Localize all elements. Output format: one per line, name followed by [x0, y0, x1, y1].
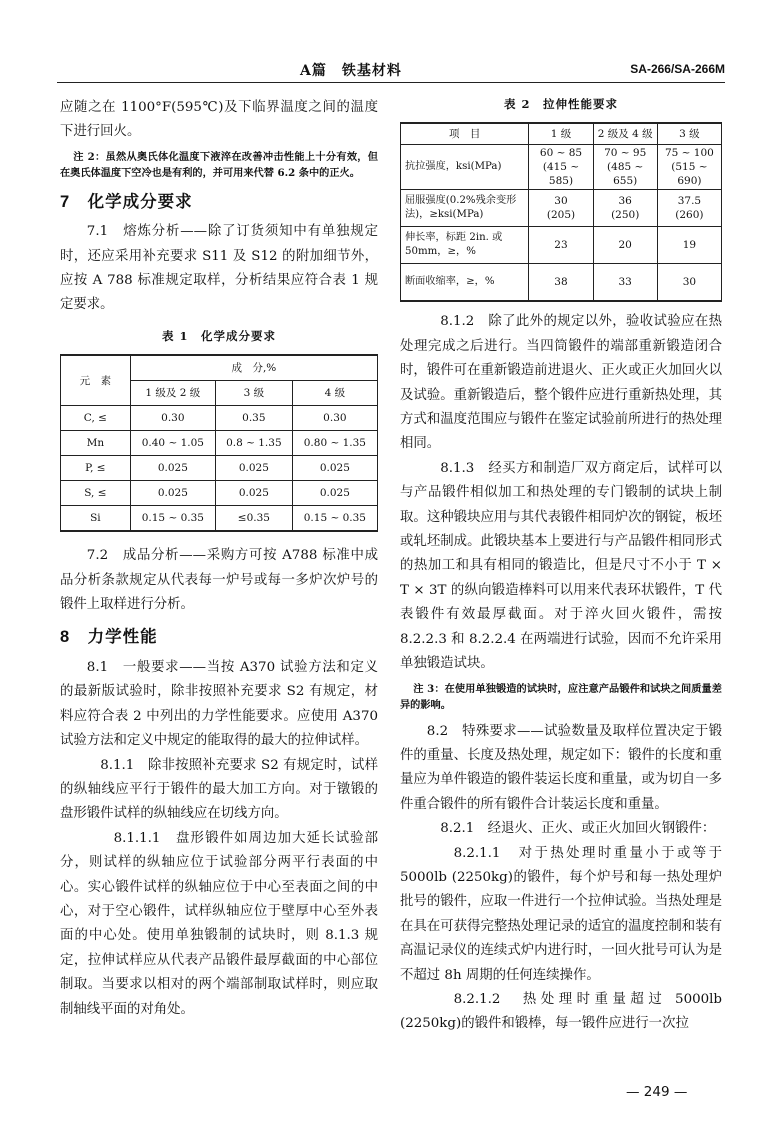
section-8-heading: 8 力学性能: [60, 628, 158, 647]
paragraph-intro: 应随之在 1100°F(595℃)及下临界温度之间的温度下进行回火。: [60, 100, 378, 140]
table-row: [401, 145, 722, 190]
cell-value-si: (415 ~ 585): [542, 161, 580, 188]
table-1-grade-header: 4 级: [292, 381, 377, 406]
paragraph-8-1-2: 8.1.2 除了此外的规定以外，验收试验应在热处理完成之后进行。当四筒锻件的端部重新锻造闭合时，锻件可在重新锻造前进退火、正火或正火加回火以及试验。重新锻造后，整个锻件应进行重新热处理，其方式和温度范围应与锻件在鉴定试验前所进行的热处理相同。: [400, 314, 722, 452]
page-number: — 249 —: [626, 1084, 688, 1100]
cell-value: 60 ~ 85: [539, 147, 583, 160]
table-cell: [593, 145, 657, 190]
table-1-grade-header: 3 级: [215, 381, 292, 406]
paragraph-7-2: 7.2 成品分析——采购方可按 A788 标准中成品分析条款规定从代表每一炉号或每一多炉次炉号的锻件上取样进行分析。: [60, 548, 378, 613]
table-cell: 30: [657, 264, 721, 302]
cell-value: 37.5: [677, 195, 702, 208]
running-header-spec: SA-266/SA-266M: [630, 62, 725, 76]
table-cell: 0.8 ~ 1.35: [215, 431, 292, 456]
table-2-item-header: 项 目: [401, 123, 529, 145]
table-cell: 20: [593, 227, 657, 264]
table-row: [401, 190, 722, 227]
table-cell: 0.025: [292, 456, 377, 481]
cell-value-si: (485 ~ 655): [607, 161, 644, 188]
table-cell: 屈服强度(0.2%残余变形法)，≥ksi(MPa): [401, 190, 529, 227]
table-row: [61, 506, 378, 532]
table-2-tensile-properties: [400, 122, 722, 302]
table-cell: [657, 145, 721, 190]
table-2-grade-header: 1 级: [529, 123, 593, 145]
table-cell: 0.025: [130, 481, 215, 506]
table-cell: [593, 190, 657, 227]
paragraph-8-2: 8.2 特殊要求——试验数量及取样位置决定于锻件的重量、长度及热处理，规定如下：锻件的长度和重量应为单件锻造的锻件装运长度和重量，或为切自一多件重合锻件的所有锻件合计装运长度和重量。: [400, 723, 722, 812]
note-2: 注 2：虽然从奥氏体化温度下液淬在改善冲击性能上十分有效，但在奥氏体温度下空冷也是有利的，并可用来代替 6.2 条中的正火。: [60, 150, 378, 180]
cell-value: 30: [554, 195, 568, 208]
left-column: [60, 96, 378, 1022]
table-cell: [529, 190, 593, 227]
paragraph-8-1-1-1: 8.1.1.1 盘形锻件如周边加大延长试验部分，则试样的纵轴应位于试验部分两平行表面的中心。实心锻件试样的纵轴应位于中心至表面之间的中心，对于空心锻件，试样纵轴应位于壁厚中心至外表面的中心处。使用单独锻制的试块时，则 8.1.3 规定，拉伸试样应从代表产品锻件最厚截面的中心部位制取。当要求以相对的两个端部制取试样时，则应取制轴线平面的对角处。: [60, 830, 378, 1017]
table-2-grade-header: 3 级: [657, 123, 721, 145]
table-row: [61, 456, 378, 481]
paragraph-8-2-1-2: 8.2.1.2 热处理时重量超过 5000lb (2250kg)的锻件和锻棒，每一锻件应进行一次拉: [400, 991, 722, 1032]
paragraph-8-2-1: 8.2.1 经退火、正火、或正火加回火钢锻件：: [440, 821, 716, 837]
table-cell: C, ≤: [61, 406, 131, 431]
table-cell: 0.025: [292, 481, 377, 506]
table-cell: 0.40 ~ 1.05: [130, 431, 215, 456]
table-cell: 伸长率，标距 2in. 或 50mm，≥，%: [401, 227, 529, 264]
cell-value: 36: [618, 195, 632, 208]
table-cell: 0.30: [130, 406, 215, 431]
table-row: [61, 431, 378, 456]
table-cell: 0.025: [130, 456, 215, 481]
table-1-grade-header: 1 级及 2 级: [130, 381, 215, 406]
table-2-grade-header: 2 级及 4 级: [593, 123, 657, 145]
table-cell: 0.15 ~ 0.35: [130, 506, 215, 532]
table-cell: 0.80 ~ 1.35: [292, 431, 377, 456]
header-rule: [57, 82, 725, 83]
cell-value-si: (515 ~ 690): [671, 161, 708, 188]
right-column: [400, 92, 722, 1037]
cell-value-si: (205): [546, 209, 576, 222]
table-cell: 0.30: [292, 406, 377, 431]
table-cell: 19: [657, 227, 721, 264]
table-cell: 抗拉强度，ksi(MPa): [401, 145, 529, 190]
table-cell: 0.025: [215, 481, 292, 506]
table-cell: S, ≤: [61, 481, 131, 506]
table-1-caption: 表 1 化学成分要求: [161, 328, 276, 343]
table-cell: Mn: [61, 431, 131, 456]
cell-value-si: (260): [675, 209, 704, 222]
table-2-caption: 表 2 拉伸性能要求: [503, 97, 618, 111]
table-cell: 33: [593, 264, 657, 302]
table-cell: 0.025: [215, 456, 292, 481]
paragraph-8-2-1-1: 8.2.1.1 对于热处理时重量小于或等于 5000lb (2250kg)的锻件，每个炉号和每一热处理炉批号的锻件，应取一件进行一个拉伸试验。当热处理是在具在可获得完整热处理记录的适宜的温度控制和装有高温记录仪的连续式炉内进行时，一回火批号可认为是不超过 8h 周期的任何连续操作。: [400, 845, 722, 983]
paragraph-8-1-1: 8.1.1 除非按照补充要求 S2 有规定时，试样的纵轴线应平行于锻件的最大加工方向。对于镦锻的盘形锻件试样的纵轴线应在切线方向。: [60, 757, 378, 822]
paragraph-8-1: 8.1 一般要求——当按 A370 试验方法和定义的最新版试验时，除非按照补充要求 S2 有规定，材料应符合表 2 中列出的力学性能要求。应使用 A370 试验方法和定义中规定的能取得的最大的拉伸试样。: [60, 659, 378, 749]
cell-value: 75 ~ 100: [664, 147, 714, 160]
table-cell: P, ≤: [61, 456, 131, 481]
table-row: [401, 264, 722, 302]
cell-value-si: (250): [611, 209, 640, 222]
table-row: [61, 406, 378, 431]
table-cell: [657, 190, 721, 227]
table-1-composition-header: 成 分,%: [130, 355, 377, 381]
table-cell: 0.15 ~ 0.35: [292, 506, 377, 532]
table-row: [61, 481, 378, 506]
table-cell: ≤0.35: [215, 506, 292, 532]
running-header-part: A篇 铁基材料: [300, 63, 402, 79]
table-cell: 断面收缩率，≥，%: [401, 264, 529, 302]
note-3: 注 3：在使用单独锻造的试块时，应注意产品锻件和试块之间质量差异的影响。: [400, 682, 722, 711]
table-cell: 0.35: [215, 406, 292, 431]
table-cell: 38: [529, 264, 593, 302]
table-cell: Si: [61, 506, 131, 532]
paragraph-8-1-3: 8.1.3 经买方和制造厂双方商定后，试样可以与产品锻件相似加工和热处理的专门锻制的试块上制取。这种锻块应用与其代表锻件相同炉次的钢锭，板坯或轧坯制成。此锻块基本上要进行与产品锻件相同形式的热加工和具有相同的锻造比，但是尺寸不小于 T × T × 3T 的纵向锻造棒料可以用来代表环状锻件，T 代表锻件有效最厚截面。对于淬火回火锻件，需按 8.2.2.3 和 8.2.2.4 在两端进行试验，因而不允许采用单独锻造试块。: [400, 460, 722, 672]
table-1-element-header: 元 素: [61, 355, 131, 406]
table-row: [401, 227, 722, 264]
cell-value: 70 ~ 95: [604, 147, 647, 160]
table-cell: 23: [529, 227, 593, 264]
table-cell: [529, 145, 593, 190]
table-1-chemical-composition: [60, 354, 378, 532]
paragraph-7-1: 7.1 熔炼分析——除了订货须知中有单独规定时，还应采用补充要求 S11 及 S12 的附加细节外，应按 A 788 标准规定取样，分析结果应符合表 1 规定要求。: [60, 224, 378, 313]
section-7-heading: 7 化学成分要求: [60, 192, 193, 211]
